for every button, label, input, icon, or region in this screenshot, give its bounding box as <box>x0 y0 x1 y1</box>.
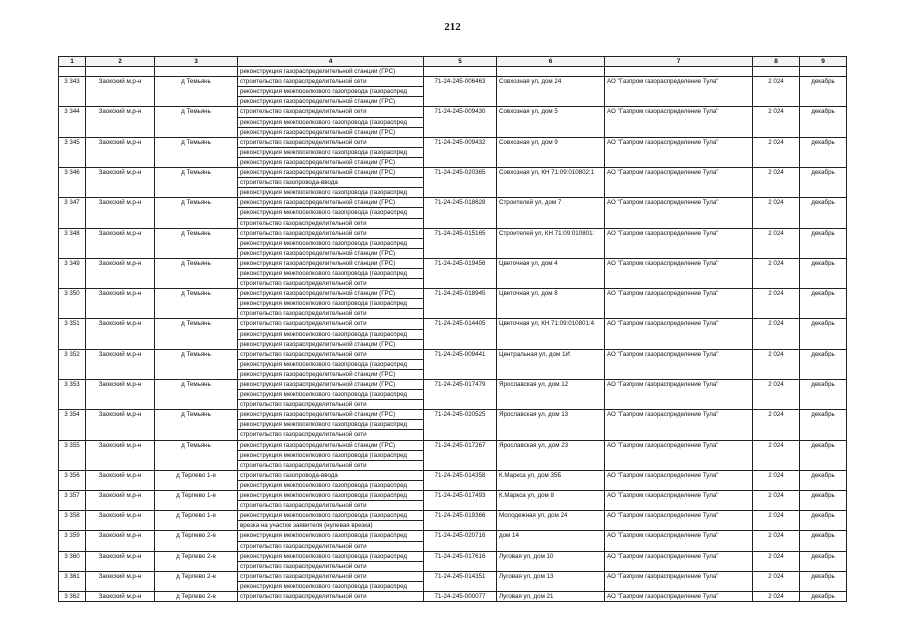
works-cell: реконструкция межпоселкового газопровода (газораспред <box>238 87 424 97</box>
column-header: 2 <box>86 57 155 67</box>
locality-cell: д Темьянь <box>155 410 238 440</box>
works-cell: строительство газораспределительной сети <box>238 571 424 581</box>
address-cell: К.Маркса ул, дом 8 <box>497 491 605 511</box>
table-row <box>59 349 847 359</box>
month-cell: декабрь <box>800 470 847 490</box>
works-cell: реконструкция газораспределительной станции (ГРС) <box>238 258 424 268</box>
table-row <box>59 440 847 450</box>
empty-cell <box>424 67 497 77</box>
works-cell: реконструкция межпоселкового газопровода (газораспред <box>238 511 424 521</box>
cadastral-cell: 71-24-245-017616 <box>424 551 497 571</box>
works-cell: строительство газораспределительной сети <box>238 460 424 470</box>
works-cell: реконструкция межпоселкового газопровода (газораспред <box>238 531 424 541</box>
works-cell: врезка на участке заявителя (нулевая врезка) <box>238 521 424 531</box>
works-cell: реконструкция межпоселкового газопровода (газораспред <box>238 329 424 339</box>
header-row <box>59 57 847 67</box>
works-cell: строительство газораспределительной сети <box>238 319 424 329</box>
month-cell: декабрь <box>800 168 847 198</box>
row-number: 3 358 <box>59 511 86 531</box>
month-cell: декабрь <box>800 198 847 228</box>
empty-cell <box>800 67 847 77</box>
cadastral-cell: 71-24-245-017493 <box>424 491 497 511</box>
works-cell: реконструкция межпоселкового газопровода (газораспред <box>238 581 424 591</box>
operator-cell: АО "Газпром газораспределение Тула" <box>605 531 753 551</box>
district-cell: Заокский м.р-н <box>86 168 155 198</box>
table-row <box>59 511 847 521</box>
cadastral-cell: 71-24-245-009441 <box>424 349 497 379</box>
operator-cell: АО "Газпром газораспределение Тула" <box>605 380 753 410</box>
year-cell: 2 024 <box>753 470 800 490</box>
address-cell: Луговая ул, дом 21 <box>497 591 605 601</box>
address-cell: Ярославская ул, дом 13 <box>497 410 605 440</box>
cadastral-cell: 71-24-245-015165 <box>424 228 497 258</box>
works-cell: реконструкция межпоселкового газопровода (газораспред <box>238 480 424 490</box>
locality-cell: д Темьянь <box>155 228 238 258</box>
district-cell: Заокский м.р-н <box>86 137 155 167</box>
month-cell: декабрь <box>800 349 847 379</box>
locality-cell: д Темьянь <box>155 198 238 228</box>
operator-cell: АО "Газпром газораспределение Тула" <box>605 228 753 258</box>
district-cell: Заокский м.р-н <box>86 470 155 490</box>
cadastral-cell: 71-24-245-009430 <box>424 107 497 137</box>
month-cell: декабрь <box>800 571 847 591</box>
works-cell: реконструкция газораспределительной станции (ГРС) <box>238 339 424 349</box>
month-cell: декабрь <box>800 591 847 601</box>
address-cell: Цветочная ул, дом 8 <box>497 289 605 319</box>
works-cell: реконструкция газораспределительной станции (ГРС) <box>238 410 424 420</box>
operator-cell: АО "Газпром газораспределение Тула" <box>605 349 753 379</box>
column-header: 7 <box>605 57 753 67</box>
row-number: 3 350 <box>59 289 86 319</box>
locality-cell: д Темьянь <box>155 319 238 349</box>
year-cell: 2 024 <box>753 531 800 551</box>
row-number: 3 362 <box>59 591 86 601</box>
operator-cell: АО "Газпром газораспределение Тула" <box>605 198 753 228</box>
district-cell: Заокский м.р-н <box>86 591 155 601</box>
works-cell: строительство газопровода-ввода <box>238 178 424 188</box>
works-cell: реконструкция межпоселкового газопровода (газораспред <box>238 188 424 198</box>
year-cell: 2 024 <box>753 380 800 410</box>
cadastral-cell: 71-24-245-000077 <box>424 591 497 601</box>
works-cell: реконструкция газораспределительной станции (ГРС) <box>238 440 424 450</box>
address-cell: Цветочная ул, КН 71:09:010801:4 <box>497 319 605 349</box>
district-cell: Заокский м.р-н <box>86 319 155 349</box>
works-cell: строительство газораспределительной сети <box>238 541 424 551</box>
cadastral-cell: 71-24-245-014351 <box>424 571 497 591</box>
locality-cell: д Терлево 2-е <box>155 571 238 591</box>
operator-cell: АО "Газпром газораспределение Тула" <box>605 571 753 591</box>
table-row <box>59 551 847 561</box>
year-cell: 2 024 <box>753 511 800 531</box>
table-row <box>59 258 847 268</box>
works-cell: строительство газораспределительной сети <box>238 349 424 359</box>
month-cell: декабрь <box>800 380 847 410</box>
address-cell: Центральная ул, дом 1И <box>497 349 605 379</box>
district-cell: Заокский м.р-н <box>86 440 155 470</box>
cadastral-cell: 71-24-245-020365 <box>424 168 497 198</box>
works-cell: реконструкция газораспределительной станции (ГРС) <box>238 127 424 137</box>
works-cell: реконструкция межпоселкового газопровода (газораспред <box>238 551 424 561</box>
year-cell: 2 024 <box>753 319 800 349</box>
works-cell: реконструкция межпоселкового газопровода (газораспред <box>238 491 424 501</box>
row-number: 3 345 <box>59 137 86 167</box>
cadastral-cell: 71-24-245-019456 <box>424 258 497 288</box>
works-cell: реконструкция газораспределительной станции (ГРС) <box>238 157 424 167</box>
operator-cell: АО "Газпром газораспределение Тула" <box>605 410 753 440</box>
cadastral-cell: 71-24-245-017267 <box>424 440 497 470</box>
year-cell: 2 024 <box>753 258 800 288</box>
address-cell: Ярославская ул, дом 23 <box>497 440 605 470</box>
year-cell: 2 024 <box>753 228 800 258</box>
cadastral-cell: 71-24-245-019366 <box>424 511 497 531</box>
row-number: 3 343 <box>59 77 86 107</box>
address-cell: Совхозная ул, дом 9 <box>497 137 605 167</box>
works-cell: строительство газораспределительной сети <box>238 279 424 289</box>
operator-cell: АО "Газпром газораспределение Тула" <box>605 258 753 288</box>
table-row <box>59 107 847 117</box>
district-cell: Заокский м.р-н <box>86 571 155 591</box>
row-number: 3 349 <box>59 258 86 288</box>
locality-cell: д Темьянь <box>155 137 238 167</box>
table-row <box>59 571 847 581</box>
row-number: 3 355 <box>59 440 86 470</box>
empty-cell <box>497 67 605 77</box>
address-cell: Совхозная ул, КН 71:09:010802:1 <box>497 168 605 198</box>
row-number: 3 353 <box>59 380 86 410</box>
works-cell: строительство газопровода-ввода <box>238 470 424 480</box>
row-number: 3 351 <box>59 319 86 349</box>
row-number: 3 359 <box>59 531 86 551</box>
month-cell: декабрь <box>800 511 847 531</box>
year-cell: 2 024 <box>753 289 800 319</box>
works-cell: строительство газораспределительной сети <box>238 137 424 147</box>
address-cell: дом 14 <box>497 531 605 551</box>
cadastral-cell: 71-24-245-006463 <box>424 77 497 107</box>
works-cell: строительство газораспределительной сети <box>238 107 424 117</box>
row-number: 3 344 <box>59 107 86 137</box>
address-cell: Совхозная ул, дом 24 <box>497 77 605 107</box>
table-row <box>59 228 847 238</box>
row-number: 3 346 <box>59 168 86 198</box>
year-cell: 2 024 <box>753 491 800 511</box>
works-cell: реконструкция газораспределительной станции (ГРС) <box>238 97 424 107</box>
locality-cell: д Темьянь <box>155 258 238 288</box>
empty-cell <box>753 67 800 77</box>
page-number: 212 <box>444 21 461 33</box>
locality-cell: д Терлево 2-е <box>155 551 238 571</box>
row-number: 3 352 <box>59 349 86 379</box>
month-cell: декабрь <box>800 258 847 288</box>
empty-cell <box>59 67 86 77</box>
works-cell: реконструкция газораспределительной станции (ГРС) <box>238 198 424 208</box>
column-header: 8 <box>753 57 800 67</box>
works-cell: строительство газораспределительной сети <box>238 561 424 571</box>
registry-table <box>58 56 847 602</box>
district-cell: Заокский м.р-н <box>86 289 155 319</box>
empty-cell <box>155 67 238 77</box>
table-row <box>59 319 847 329</box>
district-cell: Заокский м.р-н <box>86 107 155 137</box>
cadastral-cell: 71-24-245-018628 <box>424 198 497 228</box>
works-cell: реконструкция межпоселкового газопровода (газораспред <box>238 268 424 278</box>
empty-cell <box>86 67 155 77</box>
column-header: 4 <box>238 57 424 67</box>
district-cell: Заокский м.р-н <box>86 258 155 288</box>
locality-cell: д Темьянь <box>155 77 238 107</box>
month-cell: декабрь <box>800 491 847 511</box>
table-row <box>59 531 847 541</box>
district-cell: Заокский м.р-н <box>86 410 155 440</box>
column-header: 3 <box>155 57 238 67</box>
address-cell: Строителей ул, дом 7 <box>497 198 605 228</box>
works-cell: строительство газораспределительной сети <box>238 400 424 410</box>
works-cell: строительство газораспределительной сети <box>238 228 424 238</box>
locality-cell: д Терлево 1-е <box>155 491 238 511</box>
locality-cell: д Терлево 2-е <box>155 531 238 551</box>
works-cell: реконструкция межпоселкового газопровода (газораспред <box>238 238 424 248</box>
carry-over-row <box>59 67 847 77</box>
works-cell: строительство газораспределительной сети <box>238 218 424 228</box>
cadastral-cell: 71-24-245-009432 <box>424 137 497 167</box>
district-cell: Заокский м.р-н <box>86 511 155 531</box>
operator-cell: АО "Газпром газораспределение Тула" <box>605 440 753 470</box>
month-cell: декабрь <box>800 531 847 551</box>
table-row <box>59 491 847 501</box>
operator-cell: АО "Газпром газораспределение Тула" <box>605 470 753 490</box>
address-cell: Луговая ул, дом 10 <box>497 551 605 571</box>
cadastral-cell: 71-24-245-014358 <box>424 470 497 490</box>
locality-cell: д Темьянь <box>155 380 238 410</box>
works-cell: реконструкция газораспределительной станции (ГРС) <box>238 369 424 379</box>
table-row <box>59 289 847 299</box>
operator-cell: АО "Газпром газораспределение Тула" <box>605 137 753 167</box>
district-cell: Заокский м.р-н <box>86 349 155 379</box>
locality-cell: д Темьянь <box>155 440 238 470</box>
works-cell: реконструкция газораспределительной станции (ГРС) <box>238 289 424 299</box>
works-cell: реконструкция межпоселкового газопровода (газораспред <box>238 420 424 430</box>
table-row <box>59 410 847 420</box>
address-cell: Ярославская ул, дом 12 <box>497 380 605 410</box>
cadastral-cell: 71-24-245-020716 <box>424 531 497 551</box>
address-cell: Цветочная ул, дом 4 <box>497 258 605 288</box>
works-cell: реконструкция межпоселкового газопровода (газораспред <box>238 390 424 400</box>
district-cell: Заокский м.р-н <box>86 198 155 228</box>
month-cell: декабрь <box>800 410 847 440</box>
row-number: 3 360 <box>59 551 86 571</box>
table-row <box>59 137 847 147</box>
works-cell: реконструкция газораспределительной станции (ГРС) <box>238 248 424 258</box>
district-cell: Заокский м.р-н <box>86 531 155 551</box>
table-row <box>59 470 847 480</box>
month-cell: декабрь <box>800 289 847 319</box>
row-number: 3 348 <box>59 228 86 258</box>
locality-cell: д Терлево 1-е <box>155 470 238 490</box>
cadastral-cell: 71-24-245-014405 <box>424 319 497 349</box>
row-number: 3 357 <box>59 491 86 511</box>
works-cell: реконструкция межпоселкового газопровода (газораспред <box>238 450 424 460</box>
operator-cell: АО "Газпром газораспределение Тула" <box>605 491 753 511</box>
works-cell: реконструкция газораспределительной станции (ГРС) <box>238 67 424 77</box>
year-cell: 2 024 <box>753 349 800 379</box>
locality-cell: д Терлево 2-е <box>155 591 238 601</box>
operator-cell: АО "Газпром газораспределение Тула" <box>605 551 753 571</box>
cadastral-cell: 71-24-245-017479 <box>424 380 497 410</box>
address-cell: Молодежная ул, дом 24 <box>497 511 605 531</box>
column-header: 5 <box>424 57 497 67</box>
locality-cell: д Терлево 1-е <box>155 511 238 531</box>
locality-cell: д Темьянь <box>155 289 238 319</box>
month-cell: декабрь <box>800 440 847 470</box>
operator-cell: АО "Газпром газораспределение Тула" <box>605 319 753 349</box>
works-cell: реконструкция межпоселкового газопровода (газораспред <box>238 299 424 309</box>
cadastral-cell: 71-24-245-020525 <box>424 410 497 440</box>
column-header: 9 <box>800 57 847 67</box>
month-cell: декабрь <box>800 319 847 349</box>
table-row <box>59 198 847 208</box>
year-cell: 2 024 <box>753 77 800 107</box>
month-cell: декабрь <box>800 107 847 137</box>
works-cell: реконструкция газораспределительной станции (ГРС) <box>238 380 424 390</box>
address-cell: Совхозная ул, дом 5 <box>497 107 605 137</box>
month-cell: декабрь <box>800 228 847 258</box>
empty-cell <box>605 67 753 77</box>
locality-cell: д Темьянь <box>155 107 238 137</box>
year-cell: 2 024 <box>753 137 800 167</box>
year-cell: 2 024 <box>753 168 800 198</box>
table-row <box>59 77 847 87</box>
works-cell: реконструкция межпоселкового газопровода (газораспред <box>238 147 424 157</box>
operator-cell: АО "Газпром газораспределение Тула" <box>605 168 753 198</box>
address-cell: Строителей ул, КН 71:09:010801: <box>497 228 605 258</box>
works-cell: реконструкция газораспределительной станции (ГРС) <box>238 168 424 178</box>
works-cell: строительство газораспределительной сети <box>238 501 424 511</box>
table-row <box>59 380 847 390</box>
address-cell: Луговая ул, дом 13 <box>497 571 605 591</box>
address-cell: К.Маркса ул, дом 35Б <box>497 470 605 490</box>
column-header: 1 <box>59 57 86 67</box>
year-cell: 2 024 <box>753 551 800 571</box>
works-cell: реконструкция межпоселкового газопровода (газораспред <box>238 117 424 127</box>
works-cell: строительство газораспределительной сети <box>238 309 424 319</box>
row-number: 3 347 <box>59 198 86 228</box>
cadastral-cell: 71-24-245-018945 <box>424 289 497 319</box>
year-cell: 2 024 <box>753 571 800 591</box>
district-cell: Заокский м.р-н <box>86 551 155 571</box>
table-row <box>59 168 847 178</box>
district-cell: Заокский м.р-н <box>86 491 155 511</box>
year-cell: 2 024 <box>753 591 800 601</box>
row-number: 3 354 <box>59 410 86 440</box>
row-number: 3 361 <box>59 571 86 591</box>
works-cell: строительство газораспределительной сети <box>238 591 424 601</box>
district-cell: Заокский м.р-н <box>86 380 155 410</box>
month-cell: декабрь <box>800 551 847 571</box>
operator-cell: АО "Газпром газораспределение Тула" <box>605 77 753 107</box>
operator-cell: АО "Газпром газораспределение Тула" <box>605 107 753 137</box>
year-cell: 2 024 <box>753 440 800 470</box>
works-cell: реконструкция межпоселкового газопровода (газораспред <box>238 208 424 218</box>
column-header: 6 <box>497 57 605 67</box>
works-cell: реконструкция межпоселкового газопровода (газораспред <box>238 359 424 369</box>
works-cell: строительство газораспределительной сети <box>238 430 424 440</box>
works-cell: строительство газораспределительной сети <box>238 77 424 87</box>
year-cell: 2 024 <box>753 107 800 137</box>
table-row <box>59 591 847 601</box>
row-number: 3 356 <box>59 470 86 490</box>
locality-cell: д Темьянь <box>155 168 238 198</box>
operator-cell: АО "Газпром газораспределение Тула" <box>605 591 753 601</box>
year-cell: 2 024 <box>753 410 800 440</box>
year-cell: 2 024 <box>753 198 800 228</box>
operator-cell: АО "Газпром газораспределение Тула" <box>605 511 753 531</box>
district-cell: Заокский м.р-н <box>86 77 155 107</box>
district-cell: Заокский м.р-н <box>86 228 155 258</box>
month-cell: декабрь <box>800 137 847 167</box>
month-cell: декабрь <box>800 77 847 107</box>
locality-cell: д Темьянь <box>155 349 238 379</box>
operator-cell: АО "Газпром газораспределение Тула" <box>605 289 753 319</box>
